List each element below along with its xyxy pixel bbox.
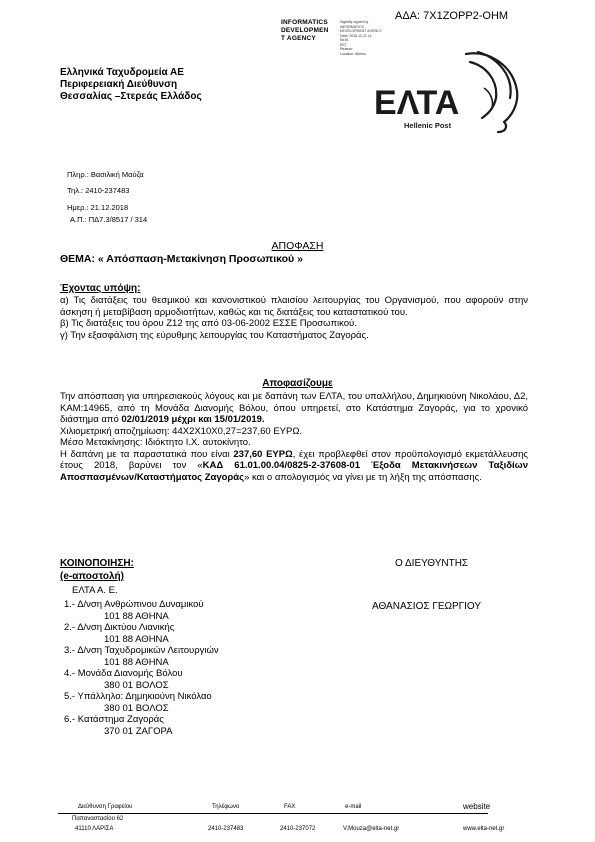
stamp-fine-line: Location: Athens xyxy=(340,51,366,56)
recipient-name: 5.- Υπάλληλο: Δημηκιούνη Νικόλαο xyxy=(64,691,212,702)
considerations-heading: Έχοντας υπόψη: xyxy=(60,283,141,294)
notification-list xyxy=(64,599,219,737)
notification-item xyxy=(64,645,219,668)
recipient-name: 2.- Δ/νση Δικτύου Λιανικής xyxy=(64,622,175,633)
notification-item xyxy=(64,691,219,714)
stamp-fine-line: EET xyxy=(340,42,347,47)
decision-title: ΑΠΟΦΑΣΗ xyxy=(271,240,324,252)
expense-text: Η δαπάνη με τα παραστατικά που είναι xyxy=(60,448,234,460)
decision-paragraph-2 xyxy=(60,449,528,484)
footer-phone: 2410-237483 xyxy=(208,826,244,832)
ada-code: ΑΔΑ: 7Χ1ΖΟΡΡ2-ΟΗΜ xyxy=(395,10,509,22)
recipient-address: 380 01 ΒΟΛΟΣ xyxy=(104,679,169,691)
info-date: Ημερ.: 21.12.2018 xyxy=(67,203,129,212)
footer-email[interactable]: V.Mouza@elta-net.gr xyxy=(343,826,400,832)
stamp-fine-line: 56:51 xyxy=(340,38,349,42)
info-contact: Πληρ.: Βασιλική Μαύζα xyxy=(67,170,144,179)
decision-body xyxy=(60,391,528,483)
decision-period: 02/01/2019 μέχρι και 15/01/2019. xyxy=(121,414,265,425)
notification-item xyxy=(64,714,219,737)
consideration-item: α) Τις διατάξεις του θεσμικού και κανονιστικού πλαισίου λειτουργίας του Οργανισμού, που αφορούν στην άσκηση ή μεταβίβαση αρμοδιοτήτων, καθώς και τις διατάξεις του καταστατικού του. xyxy=(60,295,528,318)
expense-text: » και ο απολογισμός να γίνει με τη λήξη της απόσπασης. xyxy=(244,471,482,483)
footer-header-address: Διεύθυνση Γραφείου xyxy=(78,804,133,810)
consideration-item: β) Τις διατάξεις του όρου Ζ12 της από 03-06-2002 ΕΣΣΕ Προσωπικού. xyxy=(60,318,357,329)
stamp-line: DEVELOPMEN xyxy=(281,27,329,34)
notification-heading: ΚΟΙΝΟΠΟΙΗΣΗ: xyxy=(60,558,134,569)
sender-org: Ελληνικά Ταχυδρομεία ΑΕ xyxy=(60,67,184,78)
decide-heading: Αποφασίζουμε xyxy=(262,378,333,389)
recipient-name: 1.- Δ/νση Ανθρώπινου Δυναμικού xyxy=(64,599,204,610)
stamp-fine-line: INFORMATICS xyxy=(340,24,364,29)
notification-item xyxy=(64,599,219,622)
subject-line: ΘΕΜΑ: « Απόσπαση-Μετακίνηση Προσωπικού » xyxy=(60,253,303,265)
considerations-list xyxy=(60,295,528,341)
decision-text: Την απόσπαση για υπηρεσιακούς λόγους και με δαπάνη των ΕΛΤΑ, του υπαλλήλου, Δημηκιούνη Νικολάου, Δ2, ΚΑΜ:14965, από τη Μονάδα Διανομής Βόλου, όπου υπηρετεί, στο Κατάστημα Ζαγοράς, για το χρονικό διάστημα από xyxy=(60,391,528,425)
logo-brand-text: ΕΛΤΑ xyxy=(374,84,460,122)
mileage-line: Χιλιομετρική αποζημίωση: 44Χ2Χ10Χ0,27=237,60 ΕΥΡΩ. xyxy=(60,425,303,437)
elta-logo-icon xyxy=(358,48,528,138)
recipient-address: 380 01 ΒΟΛΟΣ xyxy=(104,702,169,714)
recipient-name: 3.- Δ/νση Ταχυδρομικών Λειτουργιών xyxy=(64,645,219,656)
logo-tagline: Hellenic Post xyxy=(404,121,452,130)
expense-budget-code: ΚΑΔ 61.01.00.04/0825-2-37608-01 Έξοδα Μετακινήσεων Ταξιδίων Αποσπασμένων/Καταστήματος Ζαγοράς xyxy=(60,460,528,483)
sender-region: Θεσσαλίας –Στερεάς Ελλάδος xyxy=(60,91,202,102)
signature-stamp-org xyxy=(281,19,329,43)
recipient-name: 6.- Κατάστημα Ζαγοράς xyxy=(64,714,164,725)
notification-item xyxy=(64,668,219,691)
footer-divider xyxy=(58,813,488,814)
decision-paragraph-1 xyxy=(60,391,528,426)
sender-division: Περιφερειακή Διεύθυνση xyxy=(60,79,178,90)
expense-text: , έχει προβλεφθεί στον προϋπολογισμό εκμετάλλευσης έτους 2018, βαρύνει τον « xyxy=(60,448,528,471)
consideration-item: γ) Την εξασφάλιση της εύρυθμης λειτουργίας του Καταστήματος Ζαγοράς. xyxy=(60,329,369,341)
recipient-name: 4.- Μονάδα Διανομής Βόλου xyxy=(64,668,183,679)
footer-header-phone: Τηλέφωνο xyxy=(212,804,240,810)
footer-fax: 2410-237072 xyxy=(280,826,316,832)
footer-header-email: e-mail xyxy=(345,804,362,810)
stamp-fine-line: DEVELOPMENT AGENCY xyxy=(340,29,382,33)
stamp-fine-line: Digitally signed by xyxy=(340,20,369,24)
footer-website[interactable]: www.elta-net.gr xyxy=(463,826,505,832)
recipient-address: 370 01 ΖΑΓΟΡΑ xyxy=(104,725,173,737)
sender-block xyxy=(60,67,202,103)
info-protocol: Α.Π.: ΠΔ7.3/8517 / 314 xyxy=(70,215,148,224)
elta-logo xyxy=(358,48,528,143)
footer-street: Παπαναστασίου 62 xyxy=(72,816,124,822)
signature-role: Ο ΔΙΕΥΘΥΝΤΗΣ xyxy=(395,558,469,569)
footer-city: 41110 ΛΑΡΙΣΑ xyxy=(75,826,114,832)
footer-header-web: website xyxy=(463,802,491,811)
recipient-address: 101 88 ΑΘΗΝΑ xyxy=(104,610,169,622)
recipient-address: 101 88 ΑΘΗΝΑ xyxy=(104,656,169,668)
info-phone: Τηλ.: 2410-237483 xyxy=(67,186,130,195)
footer-header-fax: FAX xyxy=(284,804,296,810)
notification-org: ΕΛΤΑ Α. Ε. xyxy=(72,585,118,596)
notification-subheading: (e-αποστολή) xyxy=(60,571,124,582)
recipient-address: 101 88 ΑΘΗΝΑ xyxy=(104,633,169,645)
stamp-fine-line: Reason: xyxy=(340,47,354,51)
stamp-line: INFORMATICS xyxy=(281,19,328,26)
stamp-line: T AGENCY xyxy=(281,35,316,42)
stamp-fine-line: Date: 2018.12.21 11: xyxy=(340,33,373,38)
notification-item xyxy=(64,622,219,645)
transport-line: Μέσο Μετακίνησης: Ιδιόκτητο Ι.Χ. αυτοκίνητο. xyxy=(60,437,251,448)
signature-name: ΑΘΑΝΑΣΙΟΣ ΓΕΩΡΓΙΟΥ xyxy=(372,601,482,612)
expense-amount: 237,60 ΕΥΡΩ xyxy=(233,448,293,460)
